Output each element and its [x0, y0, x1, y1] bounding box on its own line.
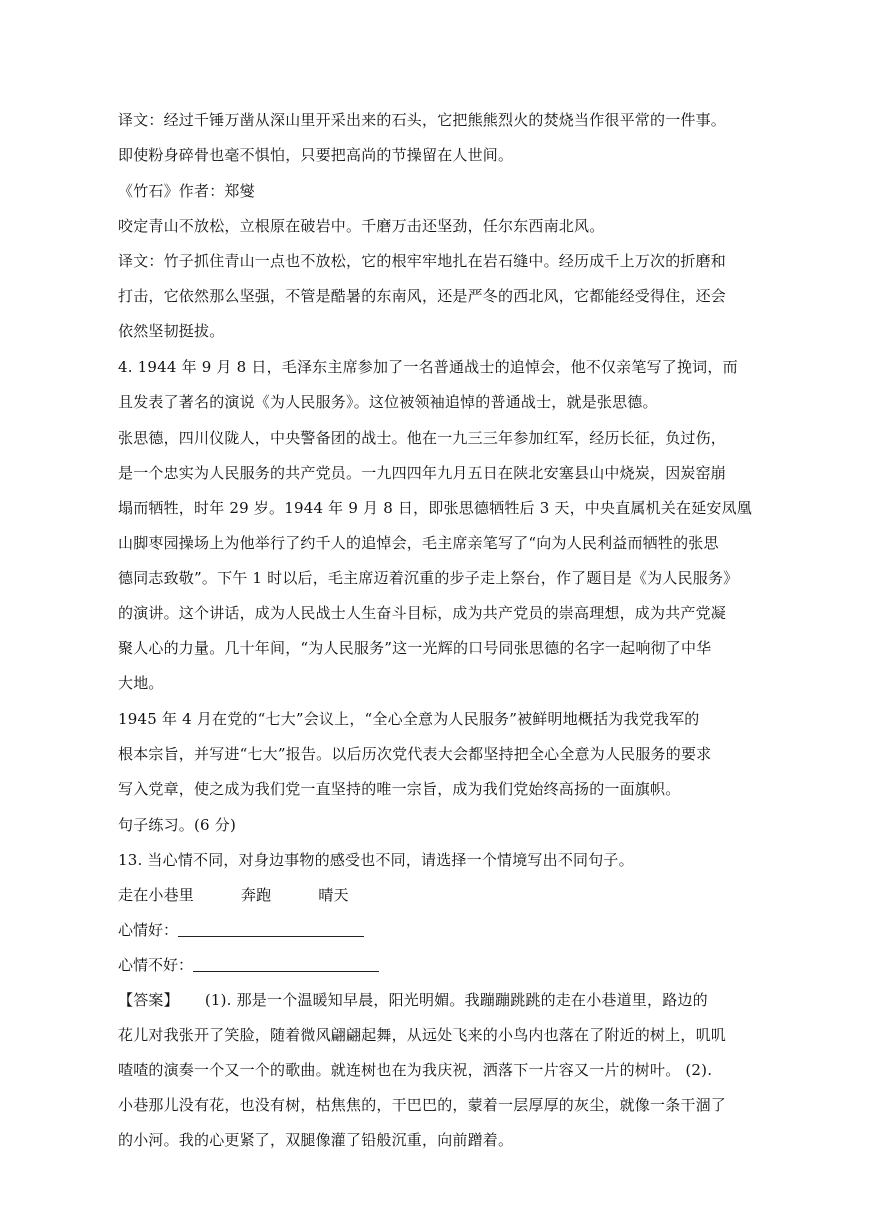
- seventh-congress-paragraph: 1945 年 4 月在党的“七大”会议上，“全心全意为人民服务”被鲜明地概括为我党我军的 根本宗旨，并写进“七大”报告。以后历次党代表大会都坚持把全心全意为人民服务的要求 写入党章，使之成为我们党一直坚持的唯一宗旨，成为我们党始终高扬的一面旗帜。: [118, 710, 712, 798]
- answer-tag: 【答案】: [118, 991, 179, 1009]
- bad-mood-row: [118, 955, 758, 975]
- question-13: 13. 当心情不同，对身边事物的感受也不同，请选择一个情境写出不同句子。: [118, 851, 634, 869]
- option-running: 奔跑: [240, 886, 272, 904]
- option-alley: 走在小巷里: [118, 886, 195, 904]
- good-mood-blank[interactable]: [178, 922, 364, 937]
- bad-mood-blank[interactable]: [193, 957, 379, 972]
- translation-paragraph-2: 译文：竹子抓住青山一点也不放松，它的根牢牢地扎在岩石缝中。经历成千上万次的折磨和 打击，它依然那么坚强，不管是酷暑的东南风，还是严冬的西北风，它都能经受得住，还会 依然坚韧挺拔。: [118, 252, 727, 340]
- poem-title: 《竹石》作者：郑燮: [118, 182, 255, 200]
- scenario-options: [118, 885, 758, 905]
- poem-text: 咬定青山不放松，立根原在破岩中。千磨万击还坚劲，任尔东西南北风。: [118, 217, 605, 235]
- document-page: [118, 110, 758, 1166]
- item-4-paragraph: 4. 1944 年 9 月 8 日，毛泽东主席参加了一名普通战士的追悼会，他不仅亲笔写了挽词，而 且发表了著名的演说《为人民服务》。这位被领袖追悼的普通战士，就是张思德。: [118, 358, 738, 411]
- bad-mood-label: 心情不好：: [118, 956, 194, 974]
- translation-paragraph-1: 译文：经过千锤万凿从深山里开采出来的石头，它把熊熊烈火的焚烧当作很平常的一件事。 即使粉身碎骨也毫不惧怕，只要把高尚的节操留在人世间。: [118, 111, 727, 164]
- zhang-side-paragraph: 张思德，四川仪陇人，中央警备团的战士。他在一九三三年参加红军，经历长征，负过伤， 是一个忠实为人民服务的共产党员。一九四四年九月五日在陕北安塞县山中烧炭，因炭窑崩 塌而牺牲，时年 29 岁。1944 年 9 月 8 日，即张思德牺牲后 3 天，中央直属机关在延安凤凰 山脚枣园操场上为他举行了约千人的追悼会，毛主席亲笔写了“向为人民利益而牺牲的张思 德同志致敬”。下午 1 时以后，毛主席迈着沉重的步子走上祭台，作了题目是《为人民服务》 的演讲。这个讲话，成为人民战士人生奋斗目标，成为共产党员的崇高理想，成为共产党凝 聚人心的力量。几十年间，“为人民服务”这一光辉的口号同张思德的名字一起响彻了中华 大地。: [118, 429, 753, 692]
- option-sunny: 晴天: [318, 886, 349, 904]
- section-heading: 句子练习。(6 分): [118, 816, 237, 834]
- good-mood-label: 心情好：: [118, 921, 179, 939]
- good-mood-row: [118, 920, 758, 940]
- answer-paragraph: 【答案】 (1). 那是一个温暖知早晨，阳光明媚。我蹦蹦跳跳的走在小巷道里，路边的 花儿对我张开了笑脸，随着微风翩翩起舞，从远处飞来的小鸟内也落在了附近的树上，叽叽 喳喳的演奏一个又一个的歌曲。就连树也在为我庆祝，洒落下一片容又一片的树叶。 (2). 小巷那儿没有花，也没有树，枯焦焦的，干巴巴的，蒙着一层厚厚的灰尘，就像一条干涸了 的小河。我的心更紧了，双腿像灌了铅般沉重，向前蹭着。: [118, 991, 727, 1149]
